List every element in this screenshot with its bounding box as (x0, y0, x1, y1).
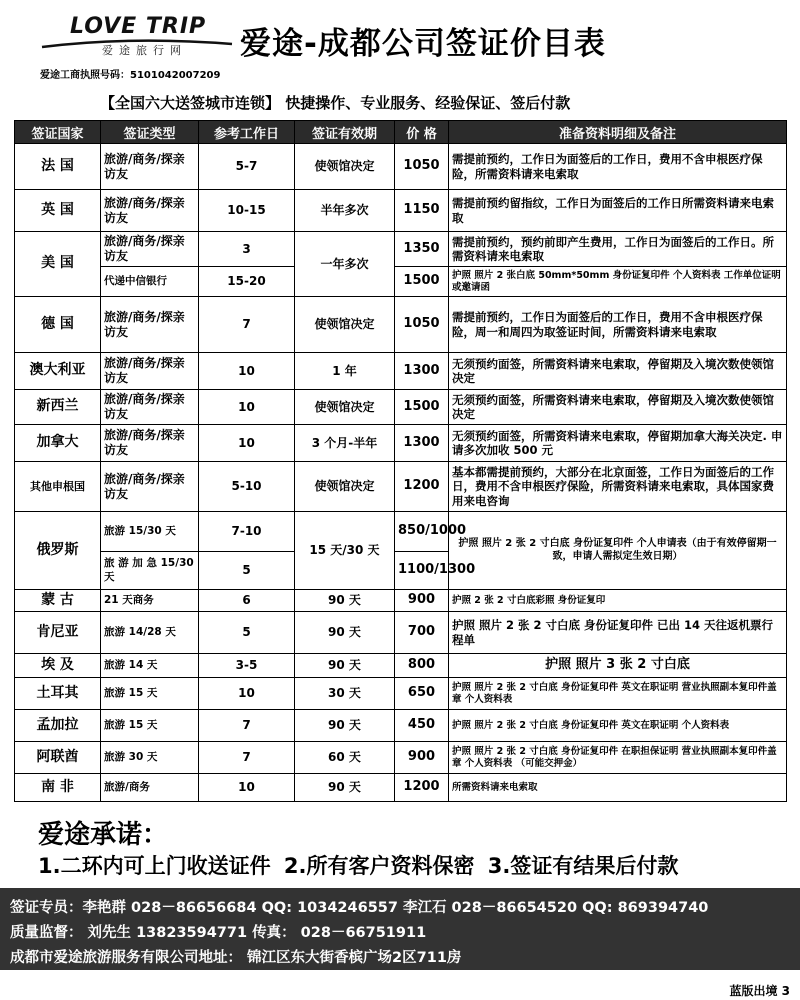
notes-cell: 无须预约面签，所需资料请来电索取，停留期加拿大海关决定. 申请多次加收 500 元 (449, 425, 787, 462)
visa-price-table (14, 120, 787, 802)
country-cell: 澳大利亚 (15, 353, 101, 390)
header-visa-type: 签证类型 (101, 121, 199, 144)
validity-cell: 一年多次 (295, 232, 395, 297)
days-cell: 5 (199, 612, 295, 654)
table-row (15, 190, 787, 232)
validity-cell: 90 天 (295, 654, 395, 678)
table-row (15, 678, 787, 710)
validity-cell: 使领馆决定 (295, 297, 395, 353)
days-cell: 10 (199, 678, 295, 710)
country-cell: 德 国 (15, 297, 101, 353)
table-row (15, 297, 787, 353)
days-cell: 5 (199, 552, 295, 590)
header-country: 签证国家 (15, 121, 101, 144)
notes-cell: 护照 照片 2 张 2 寸白底 身份证复印件 已出 14 天往返机票行程单 (449, 612, 787, 654)
table-row (15, 512, 787, 552)
validity-cell: 使领馆决定 (295, 462, 395, 512)
price-cell: 700 (395, 612, 449, 654)
notes-cell: 护照 照片 3 张 2 寸白底 (449, 654, 787, 678)
days-cell: 10 (199, 353, 295, 390)
type-cell: 旅游/商务/探亲访友 (101, 232, 199, 267)
days-cell: 3-5 (199, 654, 295, 678)
type-cell: 21 天商务 (101, 590, 199, 612)
footer-quality-contact: 质量监督： 刘先生 13823594771 传真： 028－66751911 (10, 925, 427, 941)
logo-subtitle: 爱途旅行网 (102, 44, 187, 57)
country-cell: 英 国 (15, 190, 101, 232)
validity-cell: 使领馆决定 (295, 144, 395, 190)
table-header-row (15, 121, 787, 144)
validity-cell: 半年多次 (295, 190, 395, 232)
days-cell: 7 (199, 297, 295, 353)
visa-price-table-wrap (14, 120, 786, 802)
price-cell: 1500 (395, 390, 449, 425)
footer-visa-contact: 签证专员：李艳群 028－86656684 QQ: 1034246557 李江石 028－86654520 QQ: 869394740 (10, 900, 709, 916)
footer-address: 成都市爱途旅游服务有限公司地址： 锦江区东大街香槟广场2区711房 (10, 950, 462, 966)
header-workdays: 参考工作日 (199, 121, 295, 144)
table-row (15, 742, 787, 774)
table-row (15, 590, 787, 612)
notes-cell: 基本都需提前预约，大部分在北京面签，工作日为面签后的工作日，费用不含申根医疗保险，所需资料请来电索取，具体国家费用来电咨询 (449, 462, 787, 512)
type-cell: 旅游/商务/探亲访友 (101, 425, 199, 462)
type-cell: 旅游/商务/探亲访友 (101, 144, 199, 190)
days-cell: 5-10 (199, 462, 295, 512)
price-cell: 1500 (395, 267, 449, 297)
days-cell: 15-20 (199, 267, 295, 297)
country-cell: 新西兰 (15, 390, 101, 425)
header-price: 价 格 (395, 121, 449, 144)
header (0, 0, 800, 112)
table-row (15, 710, 787, 742)
days-cell: 10 (199, 390, 295, 425)
price-cell: 1050 (395, 144, 449, 190)
notes-cell: 需提前预约留指纹，工作日为面签后的工作日所需资料请来电索取 (449, 190, 787, 232)
table-row (15, 232, 787, 267)
type-cell: 旅游 14/28 天 (101, 612, 199, 654)
price-cell: 1200 (395, 462, 449, 512)
price-cell: 800 (395, 654, 449, 678)
price-cell: 1300 (395, 353, 449, 390)
table-row (15, 390, 787, 425)
days-cell: 6 (199, 590, 295, 612)
page-title: 爱途-成都公司签证价目表 (240, 26, 606, 62)
validity-cell: 30 天 (295, 678, 395, 710)
type-cell: 旅游 15 天 (101, 710, 199, 742)
table-row (15, 267, 787, 297)
notes-cell: 无须预约面签，所需资料请来电索取，停留期及入境次数使领馆决定 (449, 390, 787, 425)
notes-cell: 无须预约面签，所需资料请来电索取，停留期及入境次数使领馆决定 (449, 353, 787, 390)
notes-cell: 所需资料请来电索取 (449, 774, 787, 802)
validity-cell: 15 天/30 天 (295, 512, 395, 590)
table-row (15, 774, 787, 802)
type-cell: 旅游/商务/探亲访友 (101, 390, 199, 425)
table-row (15, 144, 787, 190)
table-row (15, 654, 787, 678)
days-cell: 5-7 (199, 144, 295, 190)
notes-cell: 护照 照片 2 张 2 寸白底 身份证复印件 英文在职证明 个人资料表 (449, 710, 787, 742)
country-cell: 美 国 (15, 232, 101, 297)
notes-cell: 需提前预约，工作日为面签后的工作日，费用不含申根医疗保险，所需资料请来电索取 (449, 144, 787, 190)
validity-cell: 1 年 (295, 353, 395, 390)
notes-cell: 护照 照片 2 张 2 寸白底 身份证复印件 在职担保证明 营业执照副本复印件盖章 个人资料表 （可能交押金） (449, 742, 787, 774)
type-cell: 旅游 30 天 (101, 742, 199, 774)
validity-cell: 90 天 (295, 774, 395, 802)
footer-contact-bar (0, 888, 800, 970)
slogan: 【全国六大送签城市连锁】 快捷操作、专业服务、经验保证、签后付款 (100, 94, 571, 112)
logo-text: LOVE TRIP (70, 14, 207, 39)
country-cell: 法 国 (15, 144, 101, 190)
type-cell: 旅 游 加 急 15/30 天 (101, 552, 199, 590)
country-cell: 肯尼亚 (15, 612, 101, 654)
price-cell: 1100/1300 (395, 552, 449, 590)
type-cell: 旅游/商务/探亲访友 (101, 462, 199, 512)
price-cell: 900 (395, 590, 449, 612)
country-cell: 阿联酋 (15, 742, 101, 774)
table-row (15, 612, 787, 654)
price-cell: 1200 (395, 774, 449, 802)
notes-cell: 护照 2 张 2 寸白底彩照 身份证复印 (449, 590, 787, 612)
country-cell: 埃 及 (15, 654, 101, 678)
price-cell: 650 (395, 678, 449, 710)
days-cell: 10 (199, 774, 295, 802)
table-row (15, 353, 787, 390)
country-cell: 加拿大 (15, 425, 101, 462)
notes-cell: 需提前预约，预约前即产生费用，工作日为面签后的工作日。所需资料请来电索取 (449, 232, 787, 267)
country-cell: 南 非 (15, 774, 101, 802)
validity-cell: 60 天 (295, 742, 395, 774)
days-cell: 7 (199, 742, 295, 774)
type-cell: 旅游 15 天 (101, 678, 199, 710)
country-cell: 其他申根国 (15, 462, 101, 512)
days-cell: 10 (199, 425, 295, 462)
validity-cell: 使领馆决定 (295, 390, 395, 425)
promise-title: 爱途承诺： (38, 820, 169, 850)
table-row (15, 425, 787, 462)
page-number: 蓝版出境 3 (729, 984, 790, 998)
price-cell: 1350 (395, 232, 449, 267)
type-cell: 旅游/商务/探亲访友 (101, 297, 199, 353)
days-cell: 7 (199, 710, 295, 742)
days-cell: 7-10 (199, 512, 295, 552)
days-cell: 10-15 (199, 190, 295, 232)
promise-items: 1.二环内可上门收送证件 2.所有客户资料保密 3.签证有结果后付款 (38, 854, 679, 878)
price-cell: 1150 (395, 190, 449, 232)
type-cell: 旅游 15/30 天 (101, 512, 199, 552)
header-validity: 签证有效期 (295, 121, 395, 144)
validity-cell: 90 天 (295, 612, 395, 654)
validity-cell: 90 天 (295, 710, 395, 742)
price-cell: 450 (395, 710, 449, 742)
validity-cell: 3 个月-半年 (295, 425, 395, 462)
notes-cell: 护照 照片 2 张白底 50mm*50mm 身份证复印件 个人资料表 工作单位证明或邀请函 (449, 267, 787, 297)
license-number: 爱途工商执照号码：5101042007209 (40, 70, 221, 81)
price-cell: 1300 (395, 425, 449, 462)
table-row (15, 462, 787, 512)
price-cell: 1050 (395, 297, 449, 353)
country-cell: 蒙 古 (15, 590, 101, 612)
days-cell: 3 (199, 232, 295, 267)
country-cell: 土耳其 (15, 678, 101, 710)
type-cell: 旅游/商务/探亲访友 (101, 190, 199, 232)
type-cell: 旅游/商务/探亲访友 (101, 353, 199, 390)
type-cell: 代递中信银行 (101, 267, 199, 297)
country-cell: 孟加拉 (15, 710, 101, 742)
country-cell: 俄罗斯 (15, 512, 101, 590)
validity-cell: 90 天 (295, 590, 395, 612)
notes-cell: 护照 照片 2 张 2 寸白底 身份证复印件 个人申请表（由于有效停留期一致，申请人需拟定生效日期） (449, 512, 787, 590)
price-cell: 900 (395, 742, 449, 774)
love-trip-logo (40, 12, 235, 62)
notes-cell: 护照 照片 2 张 2 寸白底 身份证复印件 英文在职证明 营业执照副本复印件盖章 个人资料表 (449, 678, 787, 710)
notes-cell: 需提前预约，工作日为面签后的工作日，费用不含申根医疗保险，周一和周四为取签证时间，所需资料请来电索取 (449, 297, 787, 353)
price-cell: 850/1000 (395, 512, 449, 552)
type-cell: 旅游 14 天 (101, 654, 199, 678)
header-notes: 准备资料明细及备注 (449, 121, 787, 144)
type-cell: 旅游/商务 (101, 774, 199, 802)
